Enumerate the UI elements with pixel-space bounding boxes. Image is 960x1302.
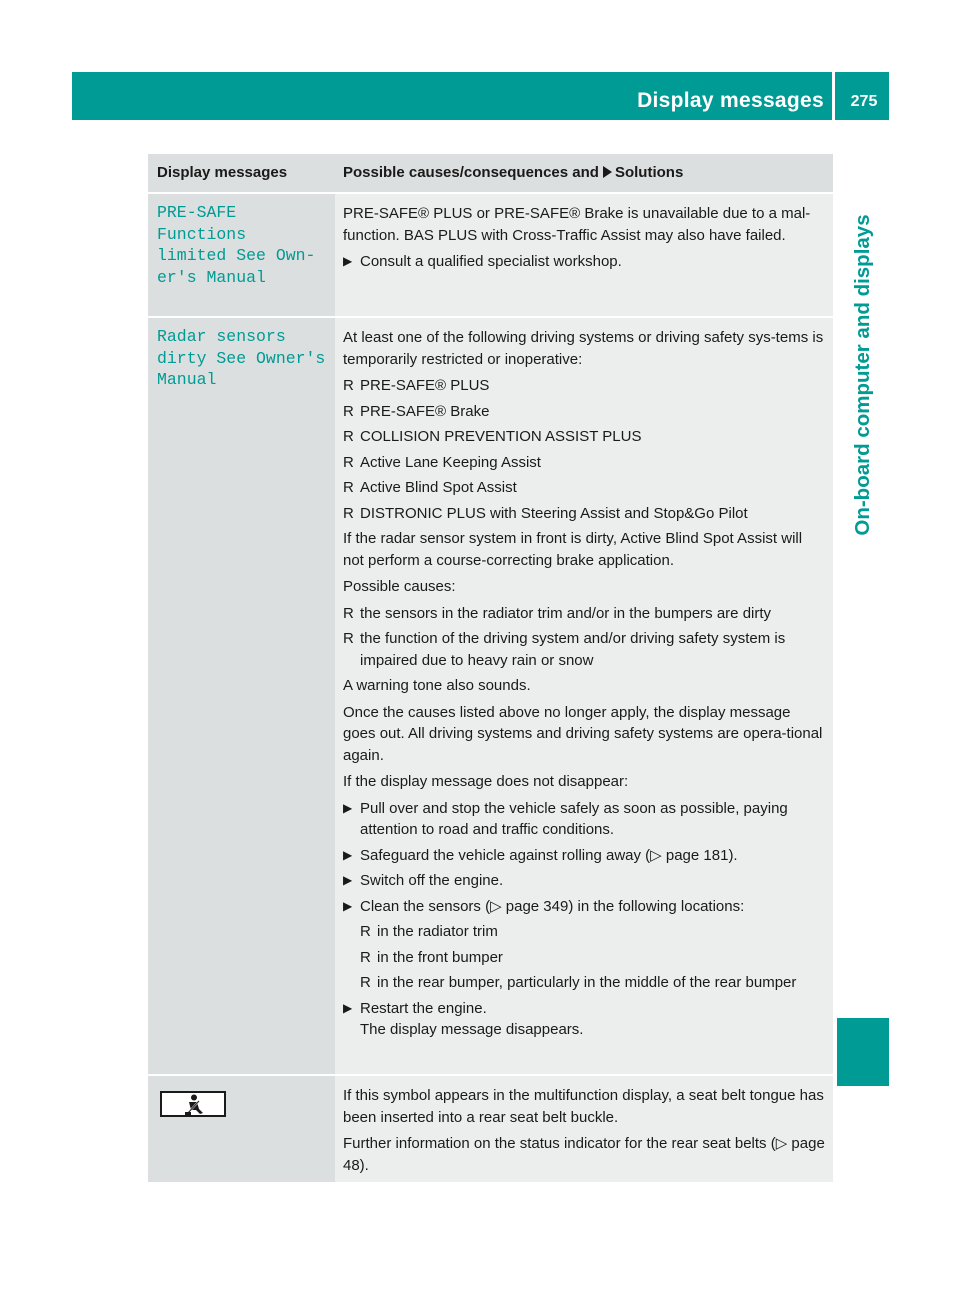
action-text: Pull over and stop the vehicle safely as soon as possible, paying attention to road and traffic conditions.	[360, 799, 788, 838]
bullet-icon: R	[343, 428, 354, 445]
bullet-icon: R	[360, 923, 371, 940]
list-item	[343, 603, 825, 625]
arrow-icon: ▶	[343, 898, 353, 913]
list-item-text: the function of the driving system and/or driving safety system is impaired due to heavy rain or snow	[360, 630, 786, 669]
bullet-icon: R	[343, 377, 354, 394]
column-header-solutions-text: Solutions	[614, 164, 684, 181]
list-item	[343, 947, 825, 969]
action-item	[343, 251, 825, 273]
column-header-display-messages: Display messages	[148, 154, 335, 192]
action-item	[343, 845, 825, 867]
side-tab-marker	[837, 1018, 889, 1086]
bullet-icon: R	[343, 453, 354, 471]
bullet-icon: R	[360, 974, 371, 991]
arrow-icon: ▶	[343, 800, 353, 815]
display-message-text: Radar sensors dirty See Owner's Manual	[157, 327, 326, 389]
arrow-icon: ▶	[343, 873, 353, 887]
bullet-icon: R	[343, 630, 354, 647]
paragraph: Possible causes:	[343, 578, 456, 595]
table-row	[148, 1076, 833, 1182]
arrow-icon: ▶	[343, 1000, 353, 1015]
action-text: Safeguard the vehicle against rolling away (▷ page 181).	[360, 846, 738, 864]
causes-cell	[335, 318, 833, 1074]
list-item	[343, 503, 825, 525]
message-cell	[148, 194, 335, 316]
table-row	[148, 318, 833, 1076]
display-messages-table	[148, 154, 833, 1182]
list-item-text: DISTRONIC PLUS with Steering Assist and Stop&Go Pilot	[360, 504, 748, 522]
action-item	[343, 896, 825, 918]
list-item-text: in the front bumper	[377, 948, 503, 966]
seat-belt-icon	[160, 1091, 226, 1117]
action-text: Clean the sensors (▷ page 349) in the following locations:	[360, 897, 745, 915]
list-item-text: Active Lane Keeping Assist	[360, 453, 541, 471]
causes-cell	[335, 194, 833, 316]
solutions-arrow-icon	[603, 166, 612, 178]
list-item-text: Active Blind Spot Assist	[360, 479, 517, 496]
bullet-icon: R	[343, 402, 354, 420]
column-header-causes	[335, 154, 833, 192]
paragraph: PRE-SAFE® PLUS or PRE-SAFE® Brake is unavailable due to a mal-function. BAS PLUS with Cross-Traffic Assist may also have failed.	[343, 205, 811, 244]
action-text: Restart the engine.	[360, 999, 487, 1017]
arrow-icon: ▶	[343, 254, 353, 268]
list-item-text: PRE-SAFE® PLUS	[360, 377, 490, 394]
list-item-text: in the radiator trim	[377, 923, 498, 940]
list-item	[343, 628, 825, 671]
paragraph: At least one of the following driving systems or driving safety sys-tems is temporarily restricted or inoperative:	[343, 329, 824, 368]
bullet-icon: R	[360, 948, 371, 966]
message-cell	[148, 1076, 335, 1182]
header-divider	[832, 72, 835, 120]
result-text: The display message disappears.	[360, 1021, 584, 1038]
list-item-text: the sensors in the radiator trim and/or in the bumpers are dirty	[360, 604, 772, 622]
paragraph: If the display message does not disappear:	[343, 773, 629, 790]
bullet-icon: R	[343, 504, 354, 522]
list-item	[343, 921, 825, 943]
list-item	[343, 972, 825, 994]
paragraph: If this symbol appears in the multifunction display, a seat belt tongue has been inserted into a rear seat belt buckle.	[343, 1087, 824, 1126]
list-item	[343, 401, 825, 423]
table-header-row	[148, 154, 833, 194]
message-cell	[148, 318, 335, 1074]
table-row	[148, 194, 833, 318]
bullet-icon: R	[343, 479, 354, 496]
action-text: Consult a qualified specialist workshop.	[360, 253, 622, 270]
action-text: Switch off the engine.	[360, 872, 504, 889]
paragraph: Further information on the status indicator for the rear seat belts (▷ page 48).	[343, 1135, 825, 1174]
causes-cell	[335, 1076, 833, 1182]
paragraph: A warning tone also sounds.	[343, 677, 531, 694]
column-header-causes-text: Possible causes/consequences and	[343, 164, 599, 181]
arrow-icon: ▶	[343, 847, 353, 862]
page-title: Display messages	[637, 89, 824, 112]
list-item	[343, 452, 825, 474]
page-number: 275	[850, 93, 878, 110]
list-item	[343, 477, 825, 499]
list-item-text: PRE-SAFE® Brake	[360, 402, 490, 420]
action-item	[343, 870, 825, 892]
display-message-text: PRE-SAFE Functions limited See Own- er's Manual	[157, 203, 316, 287]
action-item	[343, 798, 825, 841]
side-tab-label: On-board computer and displays	[851, 214, 874, 536]
action-item	[343, 998, 825, 1020]
list-item-text: COLLISION PREVENTION ASSIST PLUS	[360, 428, 642, 445]
bullet-icon: R	[343, 604, 354, 622]
paragraph: If the radar sensor system in front is dirty, Active Blind Spot Assist will not perform a course-correcting brake application.	[343, 530, 803, 569]
list-item-text: in the rear bumper, particularly in the middle of the rear bumper	[377, 974, 797, 991]
paragraph: Once the causes listed above no longer apply, the display message goes out. All driving systems and driving safety systems are opera-tional again.	[343, 703, 823, 764]
list-item	[343, 375, 825, 397]
list-item	[343, 426, 825, 448]
header-bar	[72, 72, 889, 120]
